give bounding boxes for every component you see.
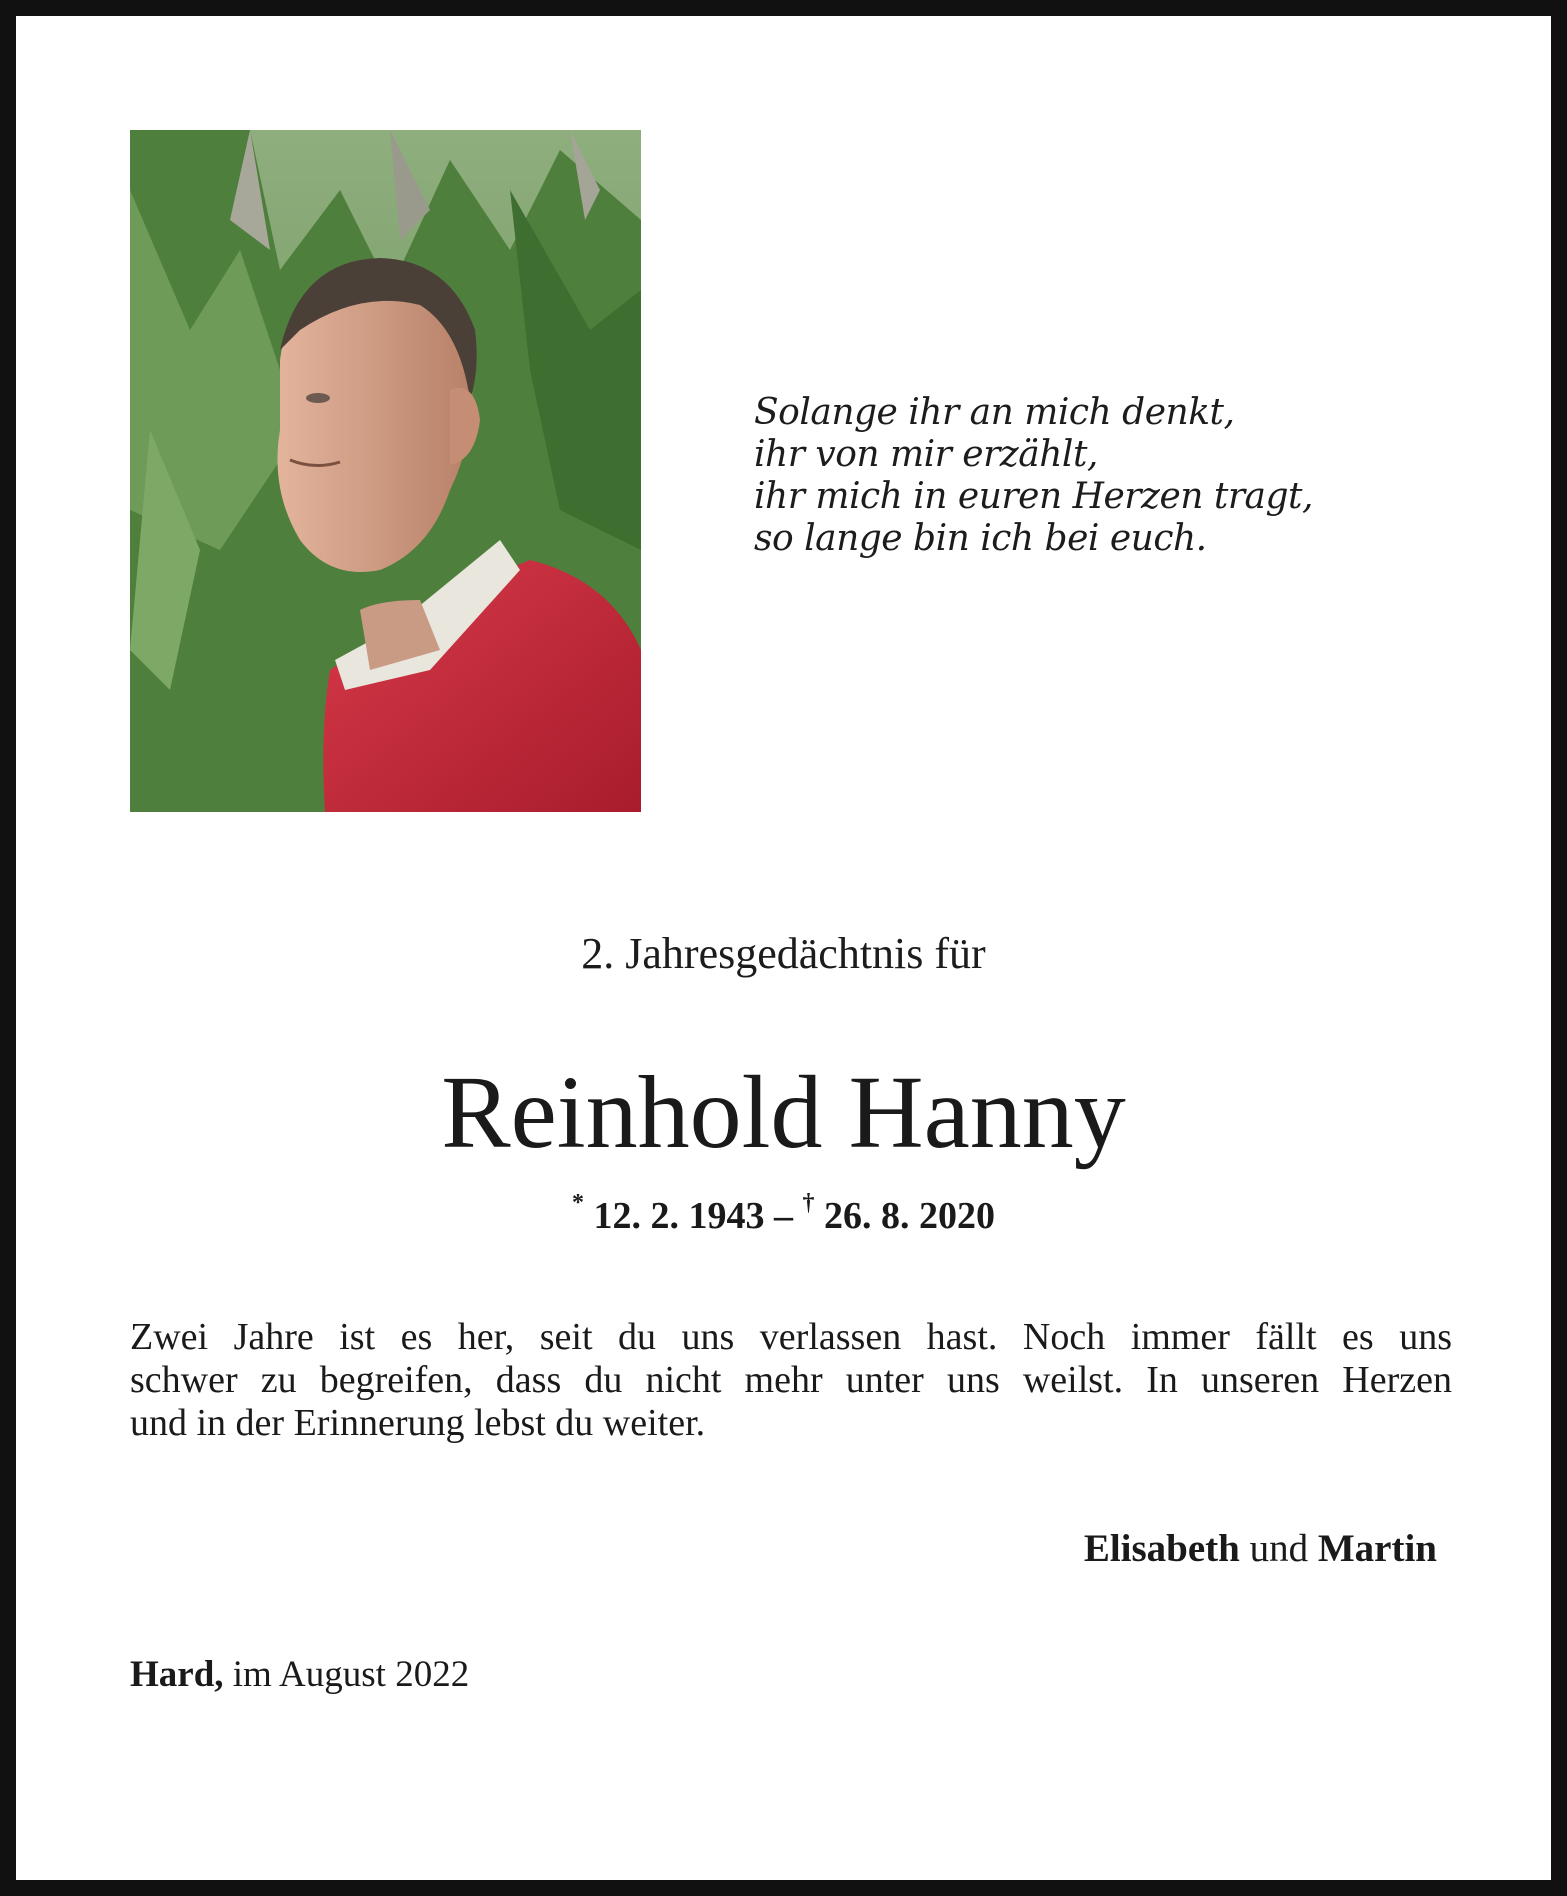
- message-line: schwer zu begreifen, dass du nicht mehr unter uns weilst. In unseren Herzen: [130, 1359, 1452, 1401]
- mourner-name-1: Elisabeth: [1083, 1527, 1240, 1570]
- birth-symbol: *: [572, 1190, 584, 1217]
- poem-line: ihr mich in euren Herzen tragt,: [754, 476, 1313, 517]
- notice-date: im August 2022: [232, 1654, 470, 1695]
- mourners-signature: [1084, 1526, 1437, 1571]
- memorial-message: [130, 1316, 1452, 1445]
- death-symbol: †: [802, 1190, 815, 1217]
- birth-date: 12. 2. 1943: [593, 1195, 765, 1237]
- poem-line: so lange bin ich bei euch.: [754, 518, 1207, 559]
- life-dates: [16, 1190, 1551, 1238]
- poem-line: ihr von mir erzählt,: [754, 434, 1098, 475]
- message-line: und in der Erinnerung lebst du weiter.: [130, 1402, 706, 1444]
- date-separator: –: [774, 1195, 793, 1237]
- portrait-image: [130, 130, 641, 812]
- poem-line: Solange ihr an mich denkt,: [754, 392, 1235, 433]
- message-line: Zwei Jahre ist es her, seit du uns verlassen hast. Noch immer fällt es uns: [130, 1316, 1452, 1358]
- mourner-name-2: Martin: [1317, 1527, 1437, 1570]
- place-and-date: [130, 1653, 469, 1696]
- death-date: 26. 8. 2020: [824, 1195, 995, 1237]
- deceased-name: Reinhold Hanny: [441, 1055, 1126, 1170]
- portrait-photo: [130, 130, 641, 812]
- occasion-heading: 2. Jahresgedächtnis für: [581, 929, 986, 978]
- place-name: Hard,: [130, 1654, 224, 1695]
- memorial-poem: [754, 392, 1454, 560]
- signature-connector: und: [1249, 1527, 1309, 1570]
